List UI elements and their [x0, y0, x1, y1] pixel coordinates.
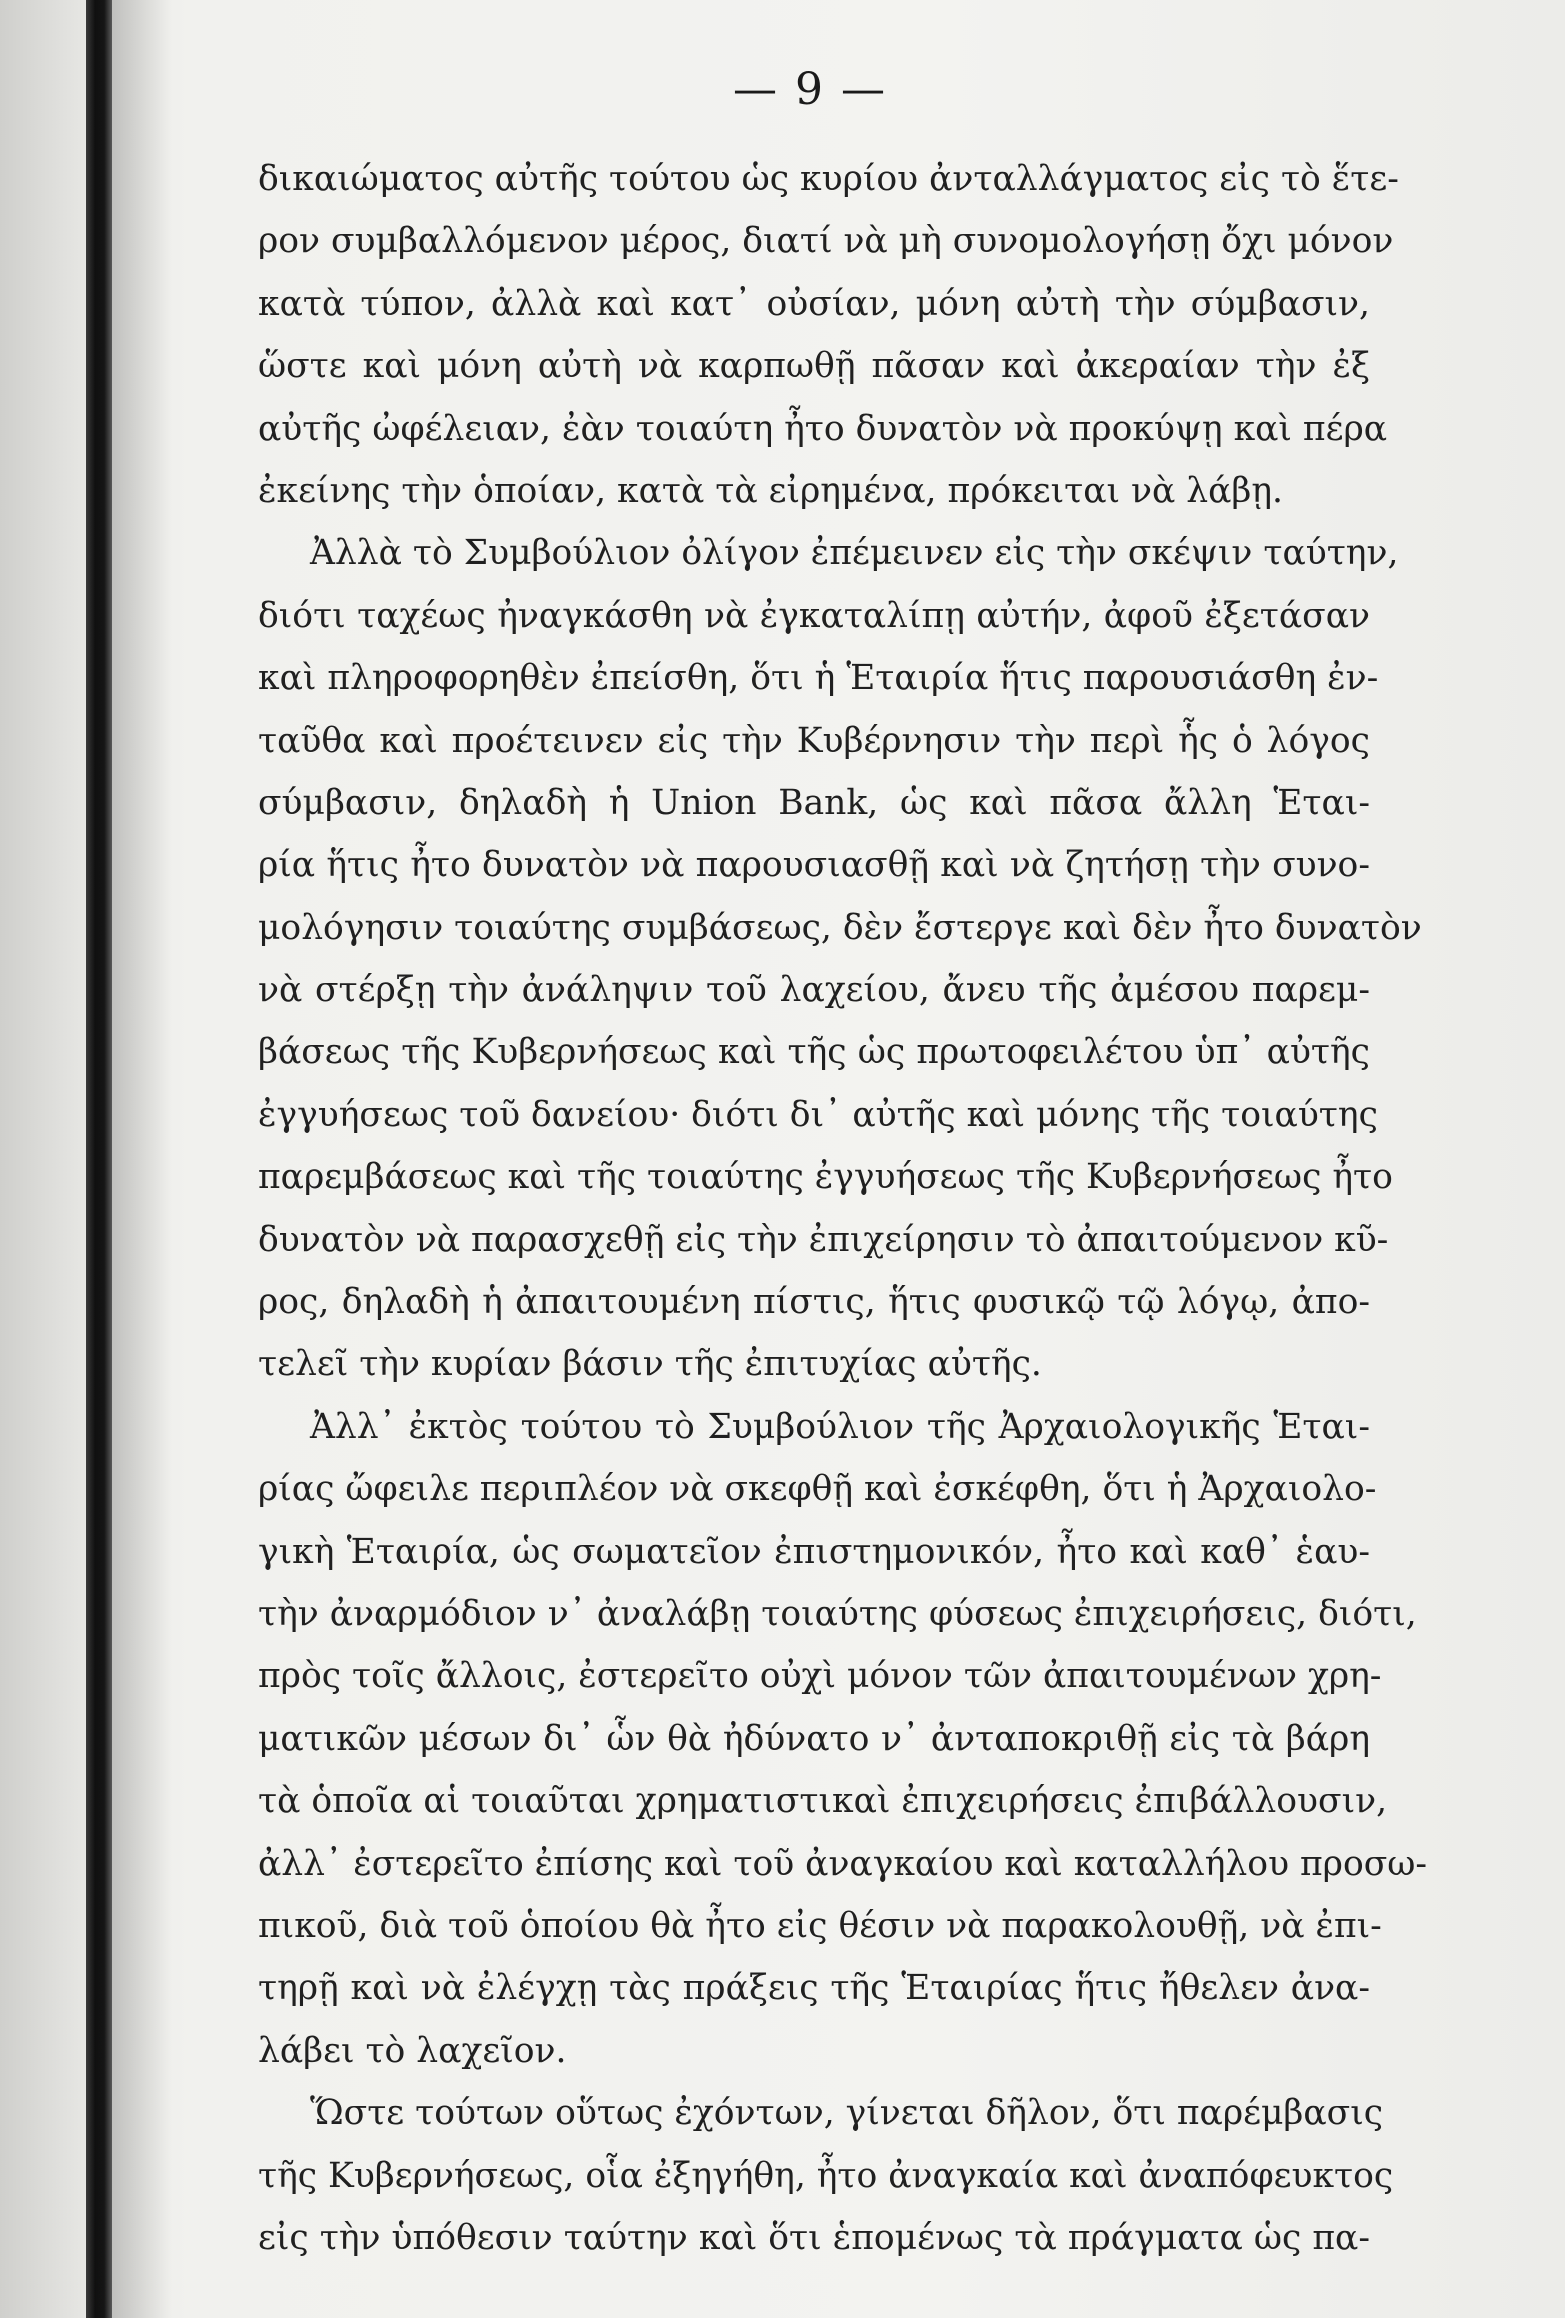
- text-line: ρία ἥτις ἦτο δυνατὸν νὰ παρουσιασθῇ καὶ νὰ ζητήσῃ τὴν συνο-: [258, 845, 1370, 886]
- text-line: καὶ πληροφορηθὲν ἐπείσθη, ὅτι ἡ Ἑταιρία ἥτις παρουσιάσθη ἐν-: [258, 658, 1379, 699]
- text-line: ματικῶν μέσων δι᾽ ὧν θὰ ἠδύνατο ν᾽ ἀνταποκριθῇ εἰς τὰ βάρη: [258, 1718, 1370, 1759]
- text-line: γικὴ Ἑταιρία, ὡς σωματεῖον ἐπιστημονικόν, ἦτο καὶ καθ᾽ ἑαυ-: [258, 1531, 1370, 1572]
- text-line: ἀλλ᾽ ἐστερεῖτο ἐπίσης καὶ τοῦ ἀναγκαίου καὶ καταλλήλου προσω-: [258, 1843, 1428, 1884]
- text-line: ρον συμβαλλόμενον μέρος, διατί νὰ μὴ συνομολογήσῃ ὄχι μόνον: [258, 221, 1394, 262]
- page-number: — 9 —: [733, 64, 887, 115]
- paragraph-start-line: Ἀλλ᾽ ἐκτὸς τούτου τὸ Συμβούλιον τῆς Ἀρχαιολογικῆς Ἑται-: [310, 1406, 1370, 1447]
- text-line: παρεμβάσεως καὶ τῆς τοιαύτης ἐγγυήσεως τῆς Κυβερνήσεως ἦτο: [258, 1157, 1393, 1198]
- text-line: πρὸς τοῖς ἄλλοις, ἐστερεῖτο οὐχὶ μόνον τῶν ἀπαιτουμένων χρη-: [258, 1656, 1382, 1697]
- text-line: ρος, δηλαδὴ ἡ ἀπαιτουμένη πίστις, ἥτις φυσικῷ τῷ λόγῳ, ἀπο-: [258, 1282, 1370, 1323]
- text-line: αὐτῆς ὠφέλειαν, ἐὰν τοιαύτη ἦτο δυνατὸν νὰ προκύψῃ καὶ πέρα: [258, 408, 1388, 449]
- gutter-shadow: [112, 0, 172, 2318]
- text-line: τελεῖ τὴν κυρίαν βάσιν τῆς ἐπιτυχίας αὐτῆς.: [258, 1344, 1042, 1385]
- paragraph-start-line: Ἀλλὰ τὸ Συμβούλιον ὀλίγον ἐπέμεινεν εἰς τὴν σκέψιν ταύτην,: [310, 533, 1399, 574]
- text-line: διότι ταχέως ἠναγκάσθη νὰ ἐγκαταλίπῃ αὐτήν, ἀφοῦ ἐξετάσαν: [258, 595, 1370, 636]
- book-spine-shadow: [86, 0, 112, 2318]
- text-line: δικαιώματος αὐτῆς τούτου ὡς κυρίου ἀνταλλάγματος εἰς τὸ ἕτε-: [258, 159, 1399, 199]
- text-line: λάβει τὸ λαχεῖον.: [258, 2030, 567, 2071]
- paragraph-start-line: Ὥστε τούτων οὕτως ἐχόντων, γίνεται δῆλον, ὅτι παρέμβασις: [310, 2093, 1384, 2134]
- text-line: πικοῦ, διὰ τοῦ ὁποίου θὰ ἦτο εἰς θέσιν νὰ παρακολουθῇ, νὰ ἐπι-: [258, 1905, 1382, 1946]
- text-line: νὰ στέρξῃ τὴν ἀνάληψιν τοῦ λαχείου, ἄνευ τῆς ἀμέσου παρεμ-: [258, 970, 1370, 1011]
- text-line: δυνατὸν νὰ παρασχεθῇ εἰς τὴν ἐπιχείρησιν τὸ ἀπαιτούμενον κῦ-: [258, 1219, 1389, 1260]
- text-line: ταῦθα καὶ προέτεινεν εἰς τὴν Κυβέρνησιν τὴν περὶ ἧς ὁ λόγος: [258, 720, 1370, 761]
- text-line: τηρῇ καὶ νὰ ἐλέγχῃ τὰς πράξεις τῆς Ἑταιρίας ἥτις ἤθελεν ἀνα-: [258, 1968, 1370, 2009]
- text-line: εἰς τὴν ὑπόθεσιν ταύτην καὶ ὅτι ἑπομένως τὰ πράγματα ὡς πα-: [258, 2217, 1370, 2258]
- text-line: κατὰ τύπον, ἀλλὰ καὶ κατ᾽ οὐσίαν, μόνη αὐτὴ τὴν σύμβασιν,: [258, 283, 1370, 324]
- text-line: μολόγησιν τοιαύτης συμβάσεως, δὲν ἔστεργε καὶ δὲν ἦτο δυνατὸν: [258, 907, 1422, 948]
- text-line: τὴν ἀναρμόδιον ν᾽ ἀναλάβῃ τοιαύτης φύσεως ἐπιχειρήσεις, διότι,: [258, 1593, 1417, 1634]
- text-line: τῆς Κυβερνήσεως, οἷα ἐξηγήθη, ἦτο ἀναγκαία καὶ ἀναπόφευκτος: [258, 2155, 1394, 2196]
- text-line: τὰ ὁποῖα αἱ τοιαῦται χρηματιστικαὶ ἐπιχειρήσεις ἐπιβάλλουσιν,: [258, 1781, 1388, 1822]
- body-text: [258, 148, 1428, 2269]
- text-line: ἐκείνης τὴν ὁποίαν, κατὰ τὰ εἰρημένα, πρόκειται νὰ λάβῃ.: [258, 470, 1284, 511]
- text-line: σύμβασιν, δηλαδὴ ἡ Union Bank, ὡς καὶ πᾶσα ἄλλη Ἑται-: [258, 782, 1370, 823]
- text-line: ρίας ὤφειλε περιπλέον νὰ σκεφθῇ καὶ ἐσκέφθη, ὅτι ἡ Ἀρχαιολο-: [258, 1469, 1377, 1510]
- text-line: ἐγγυήσεως τοῦ δανείου· διότι δι᾽ αὐτῆς καὶ μόνης τῆς τοιαύτης: [258, 1094, 1378, 1135]
- text-line: βάσεως τῆς Κυβερνήσεως καὶ τῆς ὡς πρωτοφειλέτου ὑπ᾽ αὐτῆς: [258, 1032, 1370, 1073]
- text-line: ὥστε καὶ μόνη αὐτὴ νὰ καρπωθῇ πᾶσαν καὶ ἀκεραίαν τὴν ἐξ: [258, 346, 1370, 387]
